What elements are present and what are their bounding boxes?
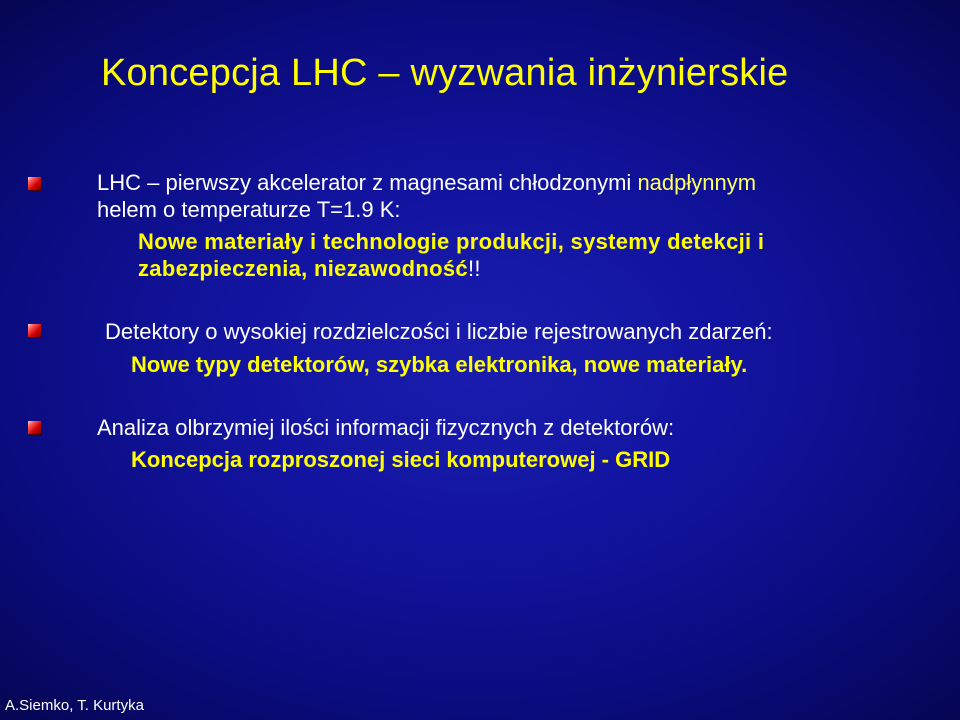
bullet-3-sub-line-1: Koncepcja rozproszonej sieci komputerowej - GRID [131,447,671,472]
bullet-1-line-2: helem o temperaturze T=1.9 K: [97,197,401,222]
slide-title: Koncepcja LHC – wyzwania inżynierskie [101,52,789,94]
bullet-marker-2 [28,324,41,337]
bullet-1-sub-line-2-text: zabezpieczenia, niezawodność [138,256,468,281]
bullet-3-line-1: Analiza olbrzymiej ilości informacji fizycznych z detektorów: [97,415,675,440]
footer-authors: A.Siemko, T. Kurtyka [5,697,144,714]
bullet-marker-3 [28,421,41,434]
bullet-1-exclamation: !! [467,256,481,281]
bullet-2-sub-line-1: Nowe typy detektorów, szybka elektronika, nowe materiały. [131,352,748,377]
bullet-1-line-1 [97,170,756,196]
bullet-2-line-1: Detektory o wysokiej rozdzielczości i liczbie rejestrowanych zdarzeń: [105,319,773,344]
bullet-1-line-1-text: LHC – pierwszy akcelerator z magnesami chłodzonymi [97,170,638,195]
bullet-1-sub-line-2 [138,256,481,282]
bullet-1-sub-line-1: Nowe materiały i technologie produkcji, systemy detekcji i [138,229,765,254]
bullet-1-accent-text: nadpłynnym [637,170,757,195]
bullet-marker-1 [28,177,41,190]
